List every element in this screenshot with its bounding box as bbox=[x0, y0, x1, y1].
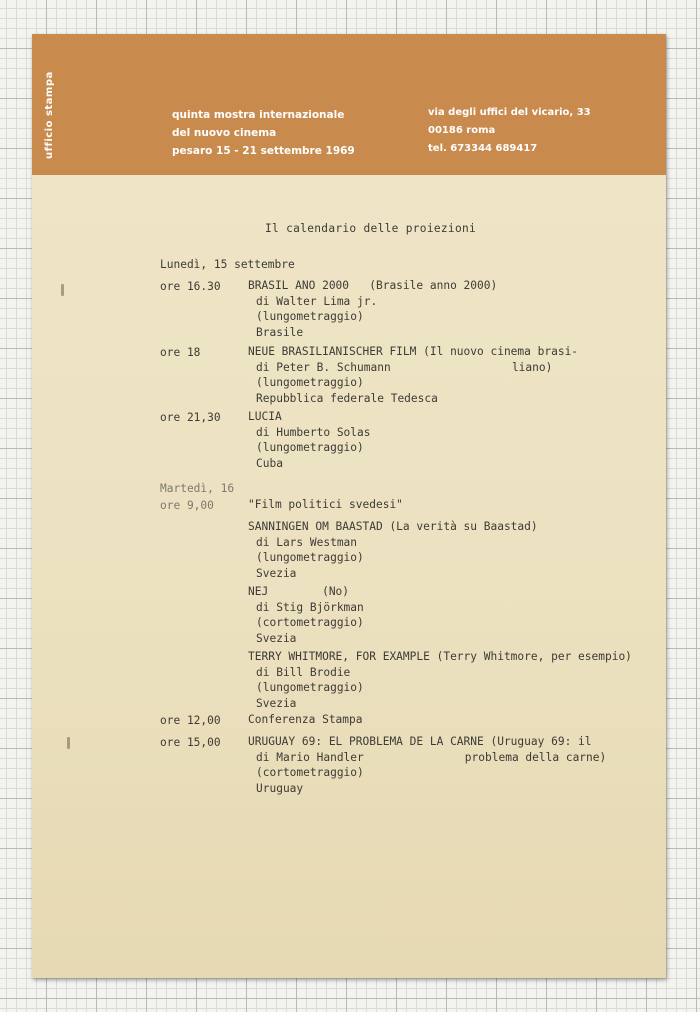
address-street: via degli uffici del vicario, 33 bbox=[428, 107, 591, 118]
film-title: TERRY WHITMORE, FOR EXAMPLE (Terry Whitmore, per esempio) bbox=[248, 650, 632, 663]
film-director: di Humberto Solas bbox=[256, 425, 371, 439]
address-city: 00186 roma bbox=[428, 125, 496, 136]
ink-mark bbox=[67, 737, 70, 749]
film-title: BRASIL ANO 2000 (Brasile anno 2000) bbox=[248, 279, 498, 292]
screening-entry bbox=[248, 519, 538, 581]
address-block bbox=[428, 104, 591, 158]
film-director: di Stig Björkman bbox=[256, 600, 364, 614]
screening-entry bbox=[248, 649, 632, 711]
page-title: Il calendario delle proiezioni bbox=[265, 222, 477, 235]
film-country: Uruguay bbox=[256, 781, 304, 795]
screening-time: ore 9,00 bbox=[160, 499, 214, 512]
ink-mark bbox=[61, 284, 64, 296]
screening-entry bbox=[248, 344, 578, 406]
screening-entry bbox=[248, 497, 403, 513]
film-director: di Lars Westman bbox=[256, 535, 358, 549]
film-format: (lungometraggio) bbox=[256, 681, 364, 694]
festival-line: del nuovo cinema bbox=[172, 127, 277, 139]
letterhead bbox=[32, 34, 666, 175]
film-title: LUCIA bbox=[248, 410, 282, 423]
film-title: SANNINGEN OM BAASTAD (La verità su Baastad) bbox=[248, 520, 538, 533]
film-director: di Peter B. Schumann liano) bbox=[256, 360, 553, 374]
screening-time: ore 12,00 bbox=[160, 714, 221, 727]
film-country: Brasile bbox=[256, 325, 304, 339]
film-title: NEUE BRASILIANISCHER FILM (Il nuovo cinema brasi- bbox=[248, 345, 579, 358]
office-label: ufficio stampa bbox=[44, 71, 55, 159]
film-director: di Mario Handler problema della carne) bbox=[256, 750, 607, 764]
address-phone: tel. 673344 689417 bbox=[428, 143, 538, 154]
film-format: (lungometraggio) bbox=[256, 310, 364, 323]
program-title: "Film politici svedesi" bbox=[248, 498, 403, 511]
film-format: (cortometraggio) bbox=[256, 616, 364, 629]
day-label: Lunedì, 15 settembre bbox=[160, 258, 295, 271]
film-country: Cuba bbox=[256, 456, 283, 470]
screening-entry bbox=[248, 712, 363, 728]
film-format: (lungometraggio) bbox=[256, 441, 364, 454]
film-format: (cortometraggio) bbox=[256, 766, 364, 779]
film-format: (lungometraggio) bbox=[256, 551, 364, 564]
day-label: Martedì, 16 bbox=[160, 482, 235, 495]
screening-entry bbox=[248, 584, 364, 646]
film-director: di Bill Brodie bbox=[256, 665, 351, 679]
festival-dates: pesaro 15 - 21 settembre 1969 bbox=[172, 145, 355, 157]
screening-entry bbox=[248, 278, 497, 340]
film-country: Svezia bbox=[256, 696, 297, 710]
screening-time: ore 21,30 bbox=[160, 411, 221, 424]
screening-entry bbox=[248, 409, 371, 471]
film-title: URUGUAY 69: EL PROBLEMA DE LA CARNE (Uruguay 69: il bbox=[248, 735, 592, 748]
screening-entry bbox=[248, 734, 606, 796]
film-country: Svezia bbox=[256, 631, 297, 645]
festival-line: quinta mostra internazionale bbox=[172, 109, 345, 121]
screening-time: ore 18 bbox=[160, 346, 201, 359]
screening-time: ore 16.30 bbox=[160, 280, 221, 293]
document-sheet bbox=[32, 34, 666, 978]
film-format: (lungometraggio) bbox=[256, 376, 364, 389]
film-country: Repubblica federale Tedesca bbox=[256, 391, 438, 405]
festival-title bbox=[172, 106, 355, 160]
film-title: NEJ (No) bbox=[248, 585, 350, 598]
screening-time: ore 15,00 bbox=[160, 736, 221, 749]
film-director: di Walter Lima jr. bbox=[256, 294, 378, 308]
film-country: Svezia bbox=[256, 566, 297, 580]
event-title: Conferenza Stampa bbox=[248, 713, 363, 726]
